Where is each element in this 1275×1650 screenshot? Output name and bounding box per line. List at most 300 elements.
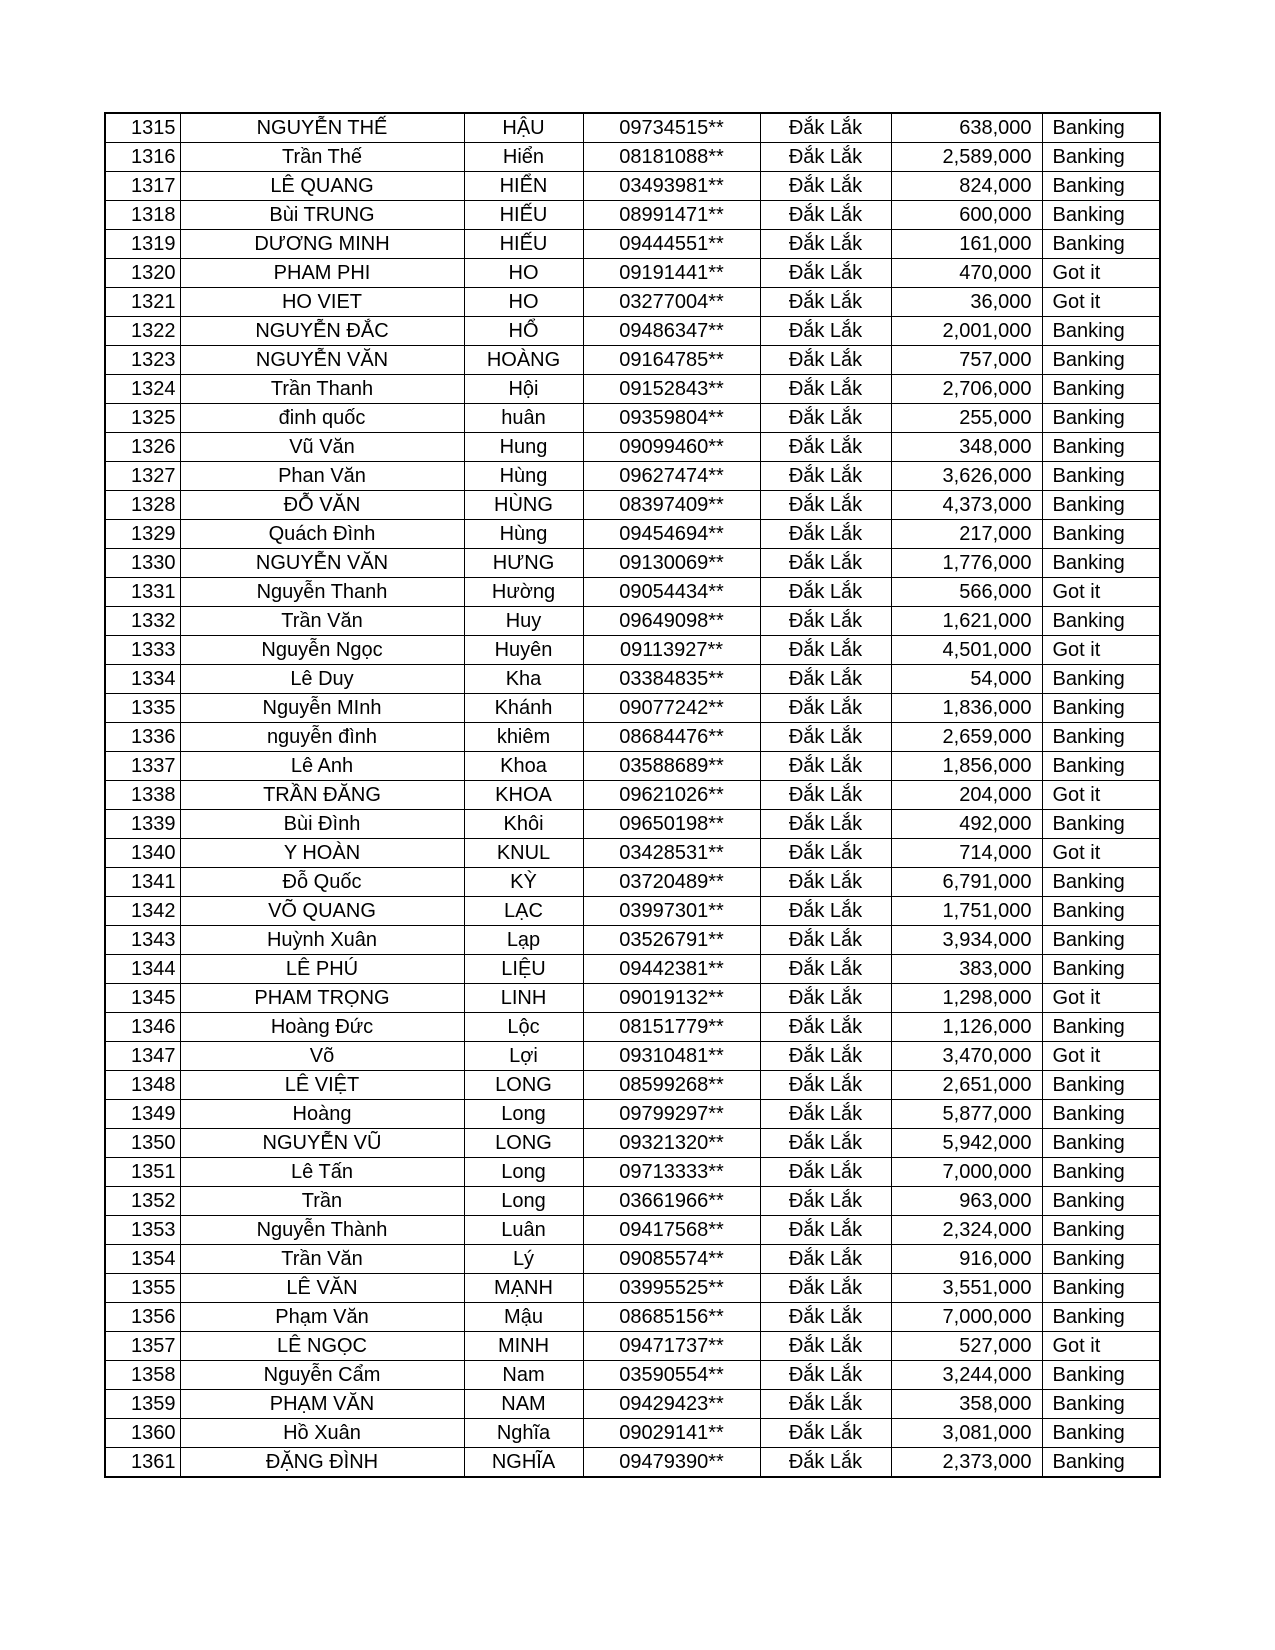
amount-cell: 492,000 <box>891 810 1042 839</box>
last-middle-name-cell: Trần Văn <box>180 607 464 636</box>
last-middle-name-cell: LÊ VĂN <box>180 1274 464 1303</box>
last-middle-name-cell: TRẦN ĐĂNG <box>180 781 464 810</box>
table-row <box>105 1129 1160 1158</box>
amount-cell: 3,470,000 <box>891 1042 1042 1071</box>
amount-cell: 600,000 <box>891 201 1042 230</box>
phone-number-cell: 03526791** <box>583 926 760 955</box>
amount-cell: 916,000 <box>891 1245 1042 1274</box>
province-cell: Đắk Lắk <box>760 346 891 375</box>
table-row <box>105 1216 1160 1245</box>
table-row <box>105 143 1160 172</box>
province-cell: Đắk Lắk <box>760 781 891 810</box>
payment-method-cell: Banking <box>1042 955 1160 984</box>
first-name-cell: huân <box>464 404 583 433</box>
province-cell: Đắk Lắk <box>760 201 891 230</box>
phone-number-cell: 03995525** <box>583 1274 760 1303</box>
last-middle-name-cell: PHAM TRỌNG <box>180 984 464 1013</box>
province-cell: Đắk Lắk <box>760 288 891 317</box>
province-cell: Đắk Lắk <box>760 868 891 897</box>
phone-number-cell: 09454694** <box>583 520 760 549</box>
row-number-cell: 1351 <box>105 1158 180 1187</box>
table-row <box>105 897 1160 926</box>
row-number-cell: 1315 <box>105 113 180 143</box>
payment-method-cell: Banking <box>1042 665 1160 694</box>
phone-number-cell: 09191441** <box>583 259 760 288</box>
table-row <box>105 868 1160 897</box>
first-name-cell: Hùng <box>464 462 583 491</box>
phone-number-cell: 08991471** <box>583 201 760 230</box>
phone-number-cell: 03493981** <box>583 172 760 201</box>
province-cell: Đắk Lắk <box>760 1303 891 1332</box>
row-number-cell: 1350 <box>105 1129 180 1158</box>
row-number-cell: 1338 <box>105 781 180 810</box>
payment-method-cell: Banking <box>1042 143 1160 172</box>
payment-method-cell: Banking <box>1042 1419 1160 1448</box>
province-cell: Đắk Lắk <box>760 1158 891 1187</box>
table-row <box>105 926 1160 955</box>
first-name-cell: HỔ <box>464 317 583 346</box>
phone-number-cell: 09417568** <box>583 1216 760 1245</box>
last-middle-name-cell: Y HOÀN <box>180 839 464 868</box>
amount-cell: 714,000 <box>891 839 1042 868</box>
last-middle-name-cell: Nguyễn Ngọc <box>180 636 464 665</box>
last-middle-name-cell: VÕ QUANG <box>180 897 464 926</box>
table-row <box>105 723 1160 752</box>
amount-cell: 5,942,000 <box>891 1129 1042 1158</box>
last-middle-name-cell: NGUYỄN VĂN <box>180 549 464 578</box>
phone-number-cell: 03384835** <box>583 665 760 694</box>
table-row <box>105 636 1160 665</box>
phone-number-cell: 09442381** <box>583 955 760 984</box>
province-cell: Đắk Lắk <box>760 462 891 491</box>
payment-method-cell: Banking <box>1042 694 1160 723</box>
payment-method-cell: Banking <box>1042 462 1160 491</box>
province-cell: Đắk Lắk <box>760 839 891 868</box>
payment-method-cell: Banking <box>1042 1274 1160 1303</box>
phone-number-cell: 09019132** <box>583 984 760 1013</box>
first-name-cell: HOÀNG <box>464 346 583 375</box>
last-middle-name-cell: Võ <box>180 1042 464 1071</box>
amount-cell: 2,324,000 <box>891 1216 1042 1245</box>
amount-cell: 6,791,000 <box>891 868 1042 897</box>
province-cell: Đắk Lắk <box>760 810 891 839</box>
payment-method-cell: Banking <box>1042 1100 1160 1129</box>
first-name-cell: Lý <box>464 1245 583 1274</box>
row-number-cell: 1323 <box>105 346 180 375</box>
table-body <box>105 113 1160 1477</box>
table-row <box>105 1042 1160 1071</box>
province-cell: Đắk Lắk <box>760 317 891 346</box>
first-name-cell: LINH <box>464 984 583 1013</box>
table-row <box>105 1361 1160 1390</box>
row-number-cell: 1353 <box>105 1216 180 1245</box>
table-row <box>105 549 1160 578</box>
amount-cell: 161,000 <box>891 230 1042 259</box>
last-middle-name-cell: Hồ Xuân <box>180 1419 464 1448</box>
table-row <box>105 491 1160 520</box>
first-name-cell: HIỂN <box>464 172 583 201</box>
table-row <box>105 1187 1160 1216</box>
province-cell: Đắk Lắk <box>760 1419 891 1448</box>
last-middle-name-cell: Đỗ Quốc <box>180 868 464 897</box>
last-middle-name-cell: nguyễn đình <box>180 723 464 752</box>
amount-cell: 1,621,000 <box>891 607 1042 636</box>
province-cell: Đắk Lắk <box>760 1216 891 1245</box>
row-number-cell: 1349 <box>105 1100 180 1129</box>
amount-cell: 2,589,000 <box>891 143 1042 172</box>
table-row <box>105 462 1160 491</box>
amount-cell: 963,000 <box>891 1187 1042 1216</box>
table-row <box>105 375 1160 404</box>
phone-number-cell: 09054434** <box>583 578 760 607</box>
province-cell: Đắk Lắk <box>760 433 891 462</box>
row-number-cell: 1330 <box>105 549 180 578</box>
row-number-cell: 1319 <box>105 230 180 259</box>
province-cell: Đắk Lắk <box>760 955 891 984</box>
payment-method-cell: Got it <box>1042 1042 1160 1071</box>
amount-cell: 1,836,000 <box>891 694 1042 723</box>
payment-method-cell: Got it <box>1042 259 1160 288</box>
payment-method-cell: Got it <box>1042 781 1160 810</box>
last-middle-name-cell: ĐẶNG ĐÌNH <box>180 1448 464 1478</box>
first-name-cell: Khánh <box>464 694 583 723</box>
table-row <box>105 1071 1160 1100</box>
recipient-table <box>104 112 1161 1478</box>
province-cell: Đắk Lắk <box>760 752 891 781</box>
payment-method-cell: Banking <box>1042 1187 1160 1216</box>
province-cell: Đắk Lắk <box>760 172 891 201</box>
first-name-cell: Nghĩa <box>464 1419 583 1448</box>
first-name-cell: Khoa <box>464 752 583 781</box>
amount-cell: 2,706,000 <box>891 375 1042 404</box>
province-cell: Đắk Lắk <box>760 143 891 172</box>
payment-method-cell: Banking <box>1042 897 1160 926</box>
first-name-cell: Lộc <box>464 1013 583 1042</box>
phone-number-cell: 08151779** <box>583 1013 760 1042</box>
first-name-cell: Long <box>464 1100 583 1129</box>
first-name-cell: LONG <box>464 1129 583 1158</box>
row-number-cell: 1360 <box>105 1419 180 1448</box>
first-name-cell: LẠC <box>464 897 583 926</box>
first-name-cell: HIẾU <box>464 230 583 259</box>
province-cell: Đắk Lắk <box>760 113 891 143</box>
phone-number-cell: 08181088** <box>583 143 760 172</box>
amount-cell: 5,877,000 <box>891 1100 1042 1129</box>
province-cell: Đắk Lắk <box>760 1071 891 1100</box>
payment-method-cell: Banking <box>1042 1071 1160 1100</box>
phone-number-cell: 03720489** <box>583 868 760 897</box>
first-name-cell: HO <box>464 288 583 317</box>
phone-number-cell: 09099460** <box>583 433 760 462</box>
table-row <box>105 694 1160 723</box>
phone-number-cell: 03277004** <box>583 288 760 317</box>
amount-cell: 2,001,000 <box>891 317 1042 346</box>
table-row <box>105 1100 1160 1129</box>
province-cell: Đắk Lắk <box>760 549 891 578</box>
last-middle-name-cell: NGUYỄN VĂN <box>180 346 464 375</box>
payment-method-cell: Banking <box>1042 113 1160 143</box>
last-middle-name-cell: NGUYỄN ĐẮC <box>180 317 464 346</box>
phone-number-cell: 09429423** <box>583 1390 760 1419</box>
province-cell: Đắk Lắk <box>760 1042 891 1071</box>
payment-method-cell: Banking <box>1042 172 1160 201</box>
table-row <box>105 1245 1160 1274</box>
province-cell: Đắk Lắk <box>760 259 891 288</box>
row-number-cell: 1329 <box>105 520 180 549</box>
row-number-cell: 1317 <box>105 172 180 201</box>
table-row <box>105 404 1160 433</box>
table-row <box>105 433 1160 462</box>
province-cell: Đắk Lắk <box>760 1361 891 1390</box>
last-middle-name-cell: PHAM PHI <box>180 259 464 288</box>
last-middle-name-cell: Bùi TRUNG <box>180 201 464 230</box>
row-number-cell: 1336 <box>105 723 180 752</box>
province-cell: Đắk Lắk <box>760 607 891 636</box>
row-number-cell: 1347 <box>105 1042 180 1071</box>
row-number-cell: 1341 <box>105 868 180 897</box>
payment-method-cell: Banking <box>1042 1303 1160 1332</box>
amount-cell: 470,000 <box>891 259 1042 288</box>
payment-method-cell: Banking <box>1042 810 1160 839</box>
amount-cell: 383,000 <box>891 955 1042 984</box>
table-row <box>105 1013 1160 1042</box>
table-row <box>105 955 1160 984</box>
payment-method-cell: Banking <box>1042 1013 1160 1042</box>
amount-cell: 3,551,000 <box>891 1274 1042 1303</box>
row-number-cell: 1334 <box>105 665 180 694</box>
row-number-cell: 1339 <box>105 810 180 839</box>
phone-number-cell: 09649098** <box>583 607 760 636</box>
payment-method-cell: Banking <box>1042 201 1160 230</box>
last-middle-name-cell: đinh quốc <box>180 404 464 433</box>
amount-cell: 217,000 <box>891 520 1042 549</box>
province-cell: Đắk Lắk <box>760 636 891 665</box>
phone-number-cell: 09310481** <box>583 1042 760 1071</box>
province-cell: Đắk Lắk <box>760 723 891 752</box>
payment-method-cell: Banking <box>1042 491 1160 520</box>
row-number-cell: 1316 <box>105 143 180 172</box>
phone-number-cell: 09627474** <box>583 462 760 491</box>
phone-number-cell: 03661966** <box>583 1187 760 1216</box>
row-number-cell: 1358 <box>105 1361 180 1390</box>
phone-number-cell: 09029141** <box>583 1419 760 1448</box>
phone-number-cell: 09321320** <box>583 1129 760 1158</box>
phone-number-cell: 09471737** <box>583 1332 760 1361</box>
amount-cell: 2,373,000 <box>891 1448 1042 1478</box>
table-row <box>105 752 1160 781</box>
table-row <box>105 1158 1160 1187</box>
payment-method-cell: Banking <box>1042 1390 1160 1419</box>
first-name-cell: Hung <box>464 433 583 462</box>
amount-cell: 2,659,000 <box>891 723 1042 752</box>
phone-number-cell: 09077242** <box>583 694 760 723</box>
payment-method-cell: Got it <box>1042 839 1160 868</box>
last-middle-name-cell: DƯƠNG MINH <box>180 230 464 259</box>
province-cell: Đắk Lắk <box>760 578 891 607</box>
row-number-cell: 1346 <box>105 1013 180 1042</box>
amount-cell: 36,000 <box>891 288 1042 317</box>
province-cell: Đắk Lắk <box>760 984 891 1013</box>
first-name-cell: Long <box>464 1187 583 1216</box>
amount-cell: 255,000 <box>891 404 1042 433</box>
payment-method-cell: Got it <box>1042 578 1160 607</box>
first-name-cell: LIỆU <box>464 955 583 984</box>
payment-method-cell: Banking <box>1042 1361 1160 1390</box>
row-number-cell: 1335 <box>105 694 180 723</box>
phone-number-cell: 09713333** <box>583 1158 760 1187</box>
first-name-cell: Nam <box>464 1361 583 1390</box>
province-cell: Đắk Lắk <box>760 665 891 694</box>
payment-method-cell: Banking <box>1042 752 1160 781</box>
first-name-cell: HÙNG <box>464 491 583 520</box>
province-cell: Đắk Lắk <box>760 1187 891 1216</box>
last-middle-name-cell: Nguyễn Thanh <box>180 578 464 607</box>
amount-cell: 348,000 <box>891 433 1042 462</box>
amount-cell: 3,934,000 <box>891 926 1042 955</box>
row-number-cell: 1343 <box>105 926 180 955</box>
row-number-cell: 1340 <box>105 839 180 868</box>
phone-number-cell: 09479390** <box>583 1448 760 1478</box>
payment-method-cell: Banking <box>1042 346 1160 375</box>
last-middle-name-cell: Trần Thanh <box>180 375 464 404</box>
first-name-cell: MẠNH <box>464 1274 583 1303</box>
first-name-cell: Hùng <box>464 520 583 549</box>
phone-number-cell: 08599268** <box>583 1071 760 1100</box>
first-name-cell: Lạp <box>464 926 583 955</box>
payment-method-cell: Banking <box>1042 433 1160 462</box>
payment-method-cell: Banking <box>1042 375 1160 404</box>
row-number-cell: 1337 <box>105 752 180 781</box>
first-name-cell: Khôi <box>464 810 583 839</box>
first-name-cell: NAM <box>464 1390 583 1419</box>
first-name-cell: Hiển <box>464 143 583 172</box>
last-middle-name-cell: Vũ Văn <box>180 433 464 462</box>
table-row <box>105 172 1160 201</box>
last-middle-name-cell: Hoàng <box>180 1100 464 1129</box>
first-name-cell: KỲ <box>464 868 583 897</box>
amount-cell: 2,651,000 <box>891 1071 1042 1100</box>
table-row <box>105 781 1160 810</box>
province-cell: Đắk Lắk <box>760 1332 891 1361</box>
table-row <box>105 230 1160 259</box>
last-middle-name-cell: Trần <box>180 1187 464 1216</box>
phone-number-cell: 03588689** <box>583 752 760 781</box>
amount-cell: 3,626,000 <box>891 462 1042 491</box>
amount-cell: 757,000 <box>891 346 1042 375</box>
phone-number-cell: 08684476** <box>583 723 760 752</box>
phone-number-cell: 09113927** <box>583 636 760 665</box>
first-name-cell: HO <box>464 259 583 288</box>
row-number-cell: 1355 <box>105 1274 180 1303</box>
first-name-cell: Hường <box>464 578 583 607</box>
payment-method-cell: Banking <box>1042 317 1160 346</box>
province-cell: Đắk Lắk <box>760 926 891 955</box>
row-number-cell: 1332 <box>105 607 180 636</box>
payment-method-cell: Banking <box>1042 1129 1160 1158</box>
amount-cell: 4,373,000 <box>891 491 1042 520</box>
last-middle-name-cell: LÊ PHÚ <box>180 955 464 984</box>
amount-cell: 1,856,000 <box>891 752 1042 781</box>
province-cell: Đắk Lắk <box>760 1013 891 1042</box>
amount-cell: 7,000,000 <box>891 1303 1042 1332</box>
amount-cell: 1,776,000 <box>891 549 1042 578</box>
table-row <box>105 1274 1160 1303</box>
amount-cell: 3,244,000 <box>891 1361 1042 1390</box>
first-name-cell: NGHĨA <box>464 1448 583 1478</box>
table-row <box>105 1332 1160 1361</box>
last-middle-name-cell: Lê Duy <box>180 665 464 694</box>
table-row <box>105 1419 1160 1448</box>
row-number-cell: 1356 <box>105 1303 180 1332</box>
payment-method-cell: Banking <box>1042 549 1160 578</box>
amount-cell: 4,501,000 <box>891 636 1042 665</box>
table-row <box>105 839 1160 868</box>
row-number-cell: 1325 <box>105 404 180 433</box>
payment-method-cell: Got it <box>1042 1332 1160 1361</box>
phone-number-cell: 09621026** <box>583 781 760 810</box>
row-number-cell: 1352 <box>105 1187 180 1216</box>
row-number-cell: 1359 <box>105 1390 180 1419</box>
row-number-cell: 1327 <box>105 462 180 491</box>
payment-method-cell: Got it <box>1042 984 1160 1013</box>
table-row <box>105 665 1160 694</box>
phone-number-cell: 08397409** <box>583 491 760 520</box>
last-middle-name-cell: Trần Thế <box>180 143 464 172</box>
first-name-cell: Luân <box>464 1216 583 1245</box>
province-cell: Đắk Lắk <box>760 1245 891 1274</box>
table-row <box>105 113 1160 143</box>
amount-cell: 358,000 <box>891 1390 1042 1419</box>
first-name-cell: Lợi <box>464 1042 583 1071</box>
phone-number-cell: 03590554** <box>583 1361 760 1390</box>
last-middle-name-cell: Phan Văn <box>180 462 464 491</box>
amount-cell: 527,000 <box>891 1332 1042 1361</box>
first-name-cell: KHOA <box>464 781 583 810</box>
province-cell: Đắk Lắk <box>760 1129 891 1158</box>
amount-cell: 3,081,000 <box>891 1419 1042 1448</box>
row-number-cell: 1345 <box>105 984 180 1013</box>
first-name-cell: Huy <box>464 607 583 636</box>
table-row <box>105 1448 1160 1478</box>
amount-cell: 204,000 <box>891 781 1042 810</box>
first-name-cell: Kha <box>464 665 583 694</box>
amount-cell: 1,126,000 <box>891 1013 1042 1042</box>
first-name-cell: KNUL <box>464 839 583 868</box>
first-name-cell: Hội <box>464 375 583 404</box>
table-row <box>105 1390 1160 1419</box>
last-middle-name-cell: Trần Văn <box>180 1245 464 1274</box>
phone-number-cell: 03428531** <box>583 839 760 868</box>
last-middle-name-cell: LÊ NGỌC <box>180 1332 464 1361</box>
row-number-cell: 1328 <box>105 491 180 520</box>
last-middle-name-cell: HO VIET <box>180 288 464 317</box>
table-row <box>105 317 1160 346</box>
payment-method-cell: Banking <box>1042 1448 1160 1478</box>
last-middle-name-cell: PHẠM VĂN <box>180 1390 464 1419</box>
first-name-cell: HIẾU <box>464 201 583 230</box>
payment-method-cell: Banking <box>1042 1245 1160 1274</box>
row-number-cell: 1326 <box>105 433 180 462</box>
row-number-cell: 1322 <box>105 317 180 346</box>
last-middle-name-cell: Nguyễn MInh <box>180 694 464 723</box>
row-number-cell: 1348 <box>105 1071 180 1100</box>
first-name-cell: Mậu <box>464 1303 583 1332</box>
table-row <box>105 520 1160 549</box>
province-cell: Đắk Lắk <box>760 375 891 404</box>
payment-method-cell: Banking <box>1042 404 1160 433</box>
amount-cell: 824,000 <box>891 172 1042 201</box>
province-cell: Đắk Lắk <box>760 491 891 520</box>
